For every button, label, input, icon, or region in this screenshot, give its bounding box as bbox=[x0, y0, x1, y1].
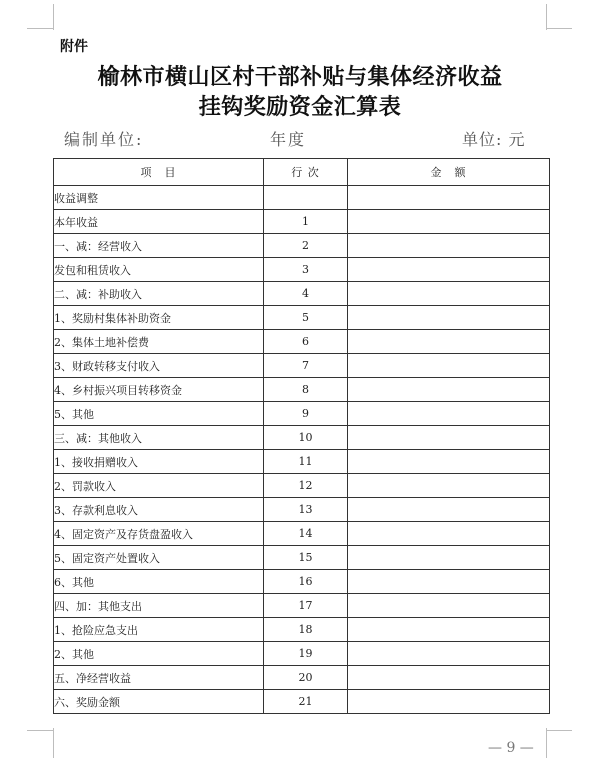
amount-cell[interactable] bbox=[348, 450, 550, 474]
item-cell: 2、罚款收入 bbox=[54, 474, 264, 498]
item-cell: 4、固定资产及存货盘盈收入 bbox=[54, 522, 264, 546]
row-number-cell: 9 bbox=[264, 402, 348, 426]
row-number-cell: 15 bbox=[264, 546, 348, 570]
table-row bbox=[54, 210, 550, 234]
table-row bbox=[54, 330, 550, 354]
column-header-item: 项 目 bbox=[54, 159, 264, 186]
table-row bbox=[54, 522, 550, 546]
page-number: — 9 — bbox=[488, 740, 534, 756]
row-number-cell: 7 bbox=[264, 354, 348, 378]
row-number-cell: 8 bbox=[264, 378, 348, 402]
table-row bbox=[54, 642, 550, 666]
item-cell: 四、加：其他支出 bbox=[54, 594, 264, 618]
settlement-table bbox=[53, 158, 550, 714]
item-cell: 5、固定资产处置收入 bbox=[54, 546, 264, 570]
item-cell: 二、减：补助收入 bbox=[54, 282, 264, 306]
table-row bbox=[54, 618, 550, 642]
crop-mark-top-left-v bbox=[53, 4, 54, 30]
table-row bbox=[54, 570, 550, 594]
compiling-unit-label: 编制单位: bbox=[64, 130, 144, 149]
amount-cell[interactable] bbox=[348, 378, 550, 402]
table-row bbox=[54, 426, 550, 450]
table-row bbox=[54, 234, 550, 258]
amount-cell[interactable] bbox=[348, 402, 550, 426]
row-number-cell: 19 bbox=[264, 642, 348, 666]
row-number-cell: 13 bbox=[264, 498, 348, 522]
item-cell: 五、净经营收益 bbox=[54, 666, 264, 690]
crop-mark-top-right-v bbox=[546, 4, 547, 30]
crop-mark-bottom-right-v bbox=[546, 728, 547, 758]
table-header-row bbox=[54, 159, 550, 186]
amount-cell[interactable] bbox=[348, 498, 550, 522]
amount-cell[interactable] bbox=[348, 690, 550, 714]
row-number-cell: 18 bbox=[264, 618, 348, 642]
amount-cell[interactable] bbox=[348, 666, 550, 690]
amount-cell[interactable] bbox=[348, 306, 550, 330]
amount-cell[interactable] bbox=[348, 282, 550, 306]
row-number-cell: 20 bbox=[264, 666, 348, 690]
row-number-cell: 1 bbox=[264, 210, 348, 234]
row-number-cell: 4 bbox=[264, 282, 348, 306]
item-cell: 1、抢险应急支出 bbox=[54, 618, 264, 642]
row-number-cell: 12 bbox=[264, 474, 348, 498]
amount-cell[interactable] bbox=[348, 258, 550, 282]
table-row bbox=[54, 666, 550, 690]
fiscal-year-label: 年度 bbox=[270, 130, 307, 149]
table-row bbox=[54, 402, 550, 426]
item-cell: 4、乡村振兴项目转移资金 bbox=[54, 378, 264, 402]
table-row bbox=[54, 354, 550, 378]
item-cell: 3、财政转移支付收入 bbox=[54, 354, 264, 378]
currency-unit-label: 单位: 元 bbox=[462, 130, 526, 149]
item-cell: 三、减：其他收入 bbox=[54, 426, 264, 450]
row-number-cell: 14 bbox=[264, 522, 348, 546]
column-header-amount: 金 额 bbox=[348, 159, 550, 186]
item-cell: 1、接收捐赠收入 bbox=[54, 450, 264, 474]
document-title-line-1: 榆林市横山区村干部补贴与集体经济收益 bbox=[97, 64, 503, 90]
crop-mark-bottom-left-v bbox=[53, 728, 54, 758]
item-cell: 1、奖励村集体补助资金 bbox=[54, 306, 264, 330]
table-row bbox=[54, 186, 550, 210]
attachment-label: 附件 bbox=[60, 39, 88, 55]
item-cell: 收益调整 bbox=[54, 186, 264, 210]
amount-cell[interactable] bbox=[348, 642, 550, 666]
table-row bbox=[54, 594, 550, 618]
row-number-cell: 2 bbox=[264, 234, 348, 258]
row-number-cell: 10 bbox=[264, 426, 348, 450]
table-row bbox=[54, 474, 550, 498]
row-number-cell: 3 bbox=[264, 258, 348, 282]
item-cell: 3、存款利息收入 bbox=[54, 498, 264, 522]
row-number-cell: 16 bbox=[264, 570, 348, 594]
table-row bbox=[54, 690, 550, 714]
item-cell: 2、集体土地补偿费 bbox=[54, 330, 264, 354]
item-cell: 5、其他 bbox=[54, 402, 264, 426]
document-title-line-2: 挂钩奖励资金汇算表 bbox=[198, 94, 402, 120]
table-row bbox=[54, 498, 550, 522]
item-cell: 2、其他 bbox=[54, 642, 264, 666]
amount-cell[interactable] bbox=[348, 618, 550, 642]
amount-cell[interactable] bbox=[348, 426, 550, 450]
amount-cell[interactable] bbox=[348, 594, 550, 618]
amount-cell[interactable] bbox=[348, 354, 550, 378]
amount-cell[interactable] bbox=[348, 186, 550, 210]
item-cell: 本年收益 bbox=[54, 210, 264, 234]
crop-mark-top-left-h bbox=[27, 28, 53, 29]
row-number-cell: 21 bbox=[264, 690, 348, 714]
amount-cell[interactable] bbox=[348, 546, 550, 570]
table-row bbox=[54, 258, 550, 282]
row-number-cell: 17 bbox=[264, 594, 348, 618]
amount-cell[interactable] bbox=[348, 570, 550, 594]
row-number-cell: 6 bbox=[264, 330, 348, 354]
amount-cell[interactable] bbox=[348, 522, 550, 546]
amount-cell[interactable] bbox=[348, 474, 550, 498]
item-cell: 6、其他 bbox=[54, 570, 264, 594]
table-row bbox=[54, 450, 550, 474]
table-row bbox=[54, 546, 550, 570]
amount-cell[interactable] bbox=[348, 210, 550, 234]
crop-mark-bottom-right-h bbox=[546, 730, 572, 731]
table-row bbox=[54, 378, 550, 402]
item-cell: 六、奖励金额 bbox=[54, 690, 264, 714]
row-number-cell bbox=[264, 186, 348, 210]
row-number-cell: 11 bbox=[264, 450, 348, 474]
column-header-row-number: 行 次 bbox=[264, 159, 348, 186]
item-cell: 发包和租赁收入 bbox=[54, 258, 264, 282]
item-cell: 一、减：经营收入 bbox=[54, 234, 264, 258]
crop-mark-top-right-h bbox=[546, 28, 572, 29]
crop-mark-bottom-left-h bbox=[27, 730, 53, 731]
table-body bbox=[54, 186, 550, 714]
table-row bbox=[54, 306, 550, 330]
table-row bbox=[54, 282, 550, 306]
amount-cell[interactable] bbox=[348, 330, 550, 354]
row-number-cell: 5 bbox=[264, 306, 348, 330]
amount-cell[interactable] bbox=[348, 234, 550, 258]
